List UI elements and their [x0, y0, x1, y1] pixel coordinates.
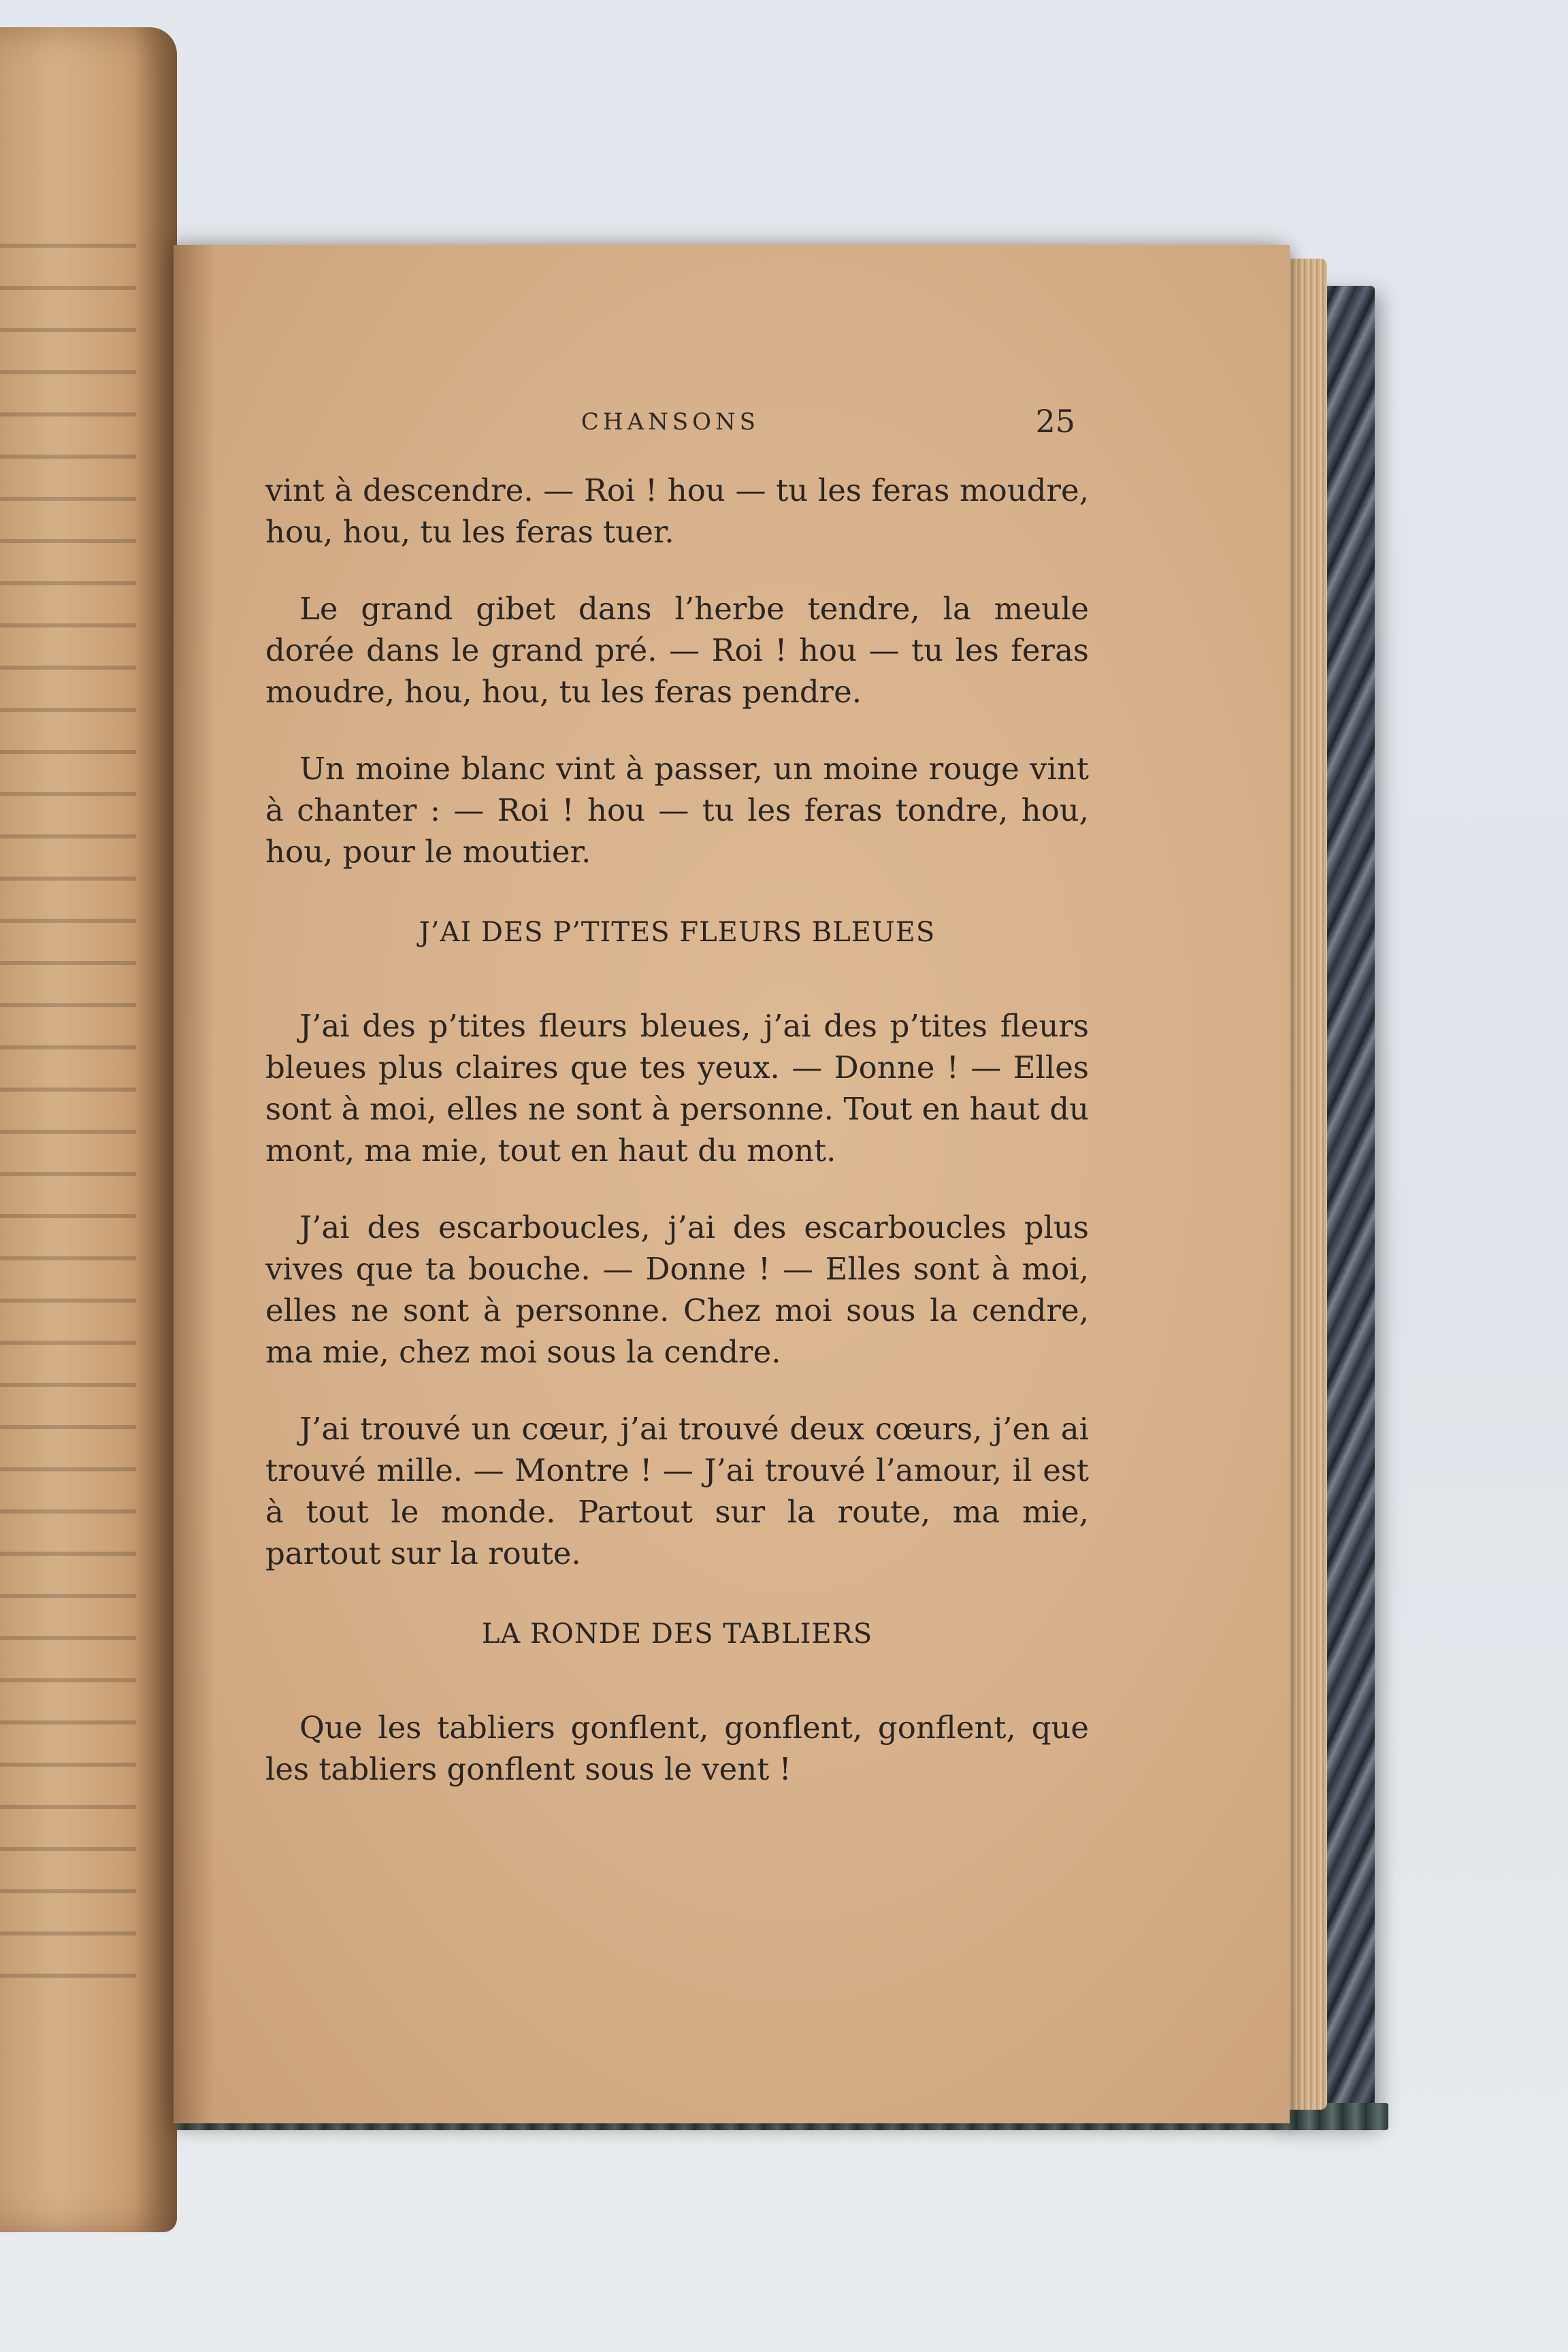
page-body: [265, 470, 1089, 1790]
section-heading: J’AI DES P’TITES FLEURS BLEUES: [419, 917, 936, 948]
running-head: [265, 403, 1075, 449]
page-gutter-shadow: [174, 245, 214, 2123]
paragraph: J’ai des escarboucles, j’ai des escarboucles plus vives que ta bouche. — Donne ! — Elles sont à moi, elles ne sont à personne. Chez moi sous la cendre, ma mie, chez moi sous la cendre.: [265, 1209, 1089, 1370]
paragraph: J’ai des p’tites fleurs bleues, j’ai des p’tites fleurs bleues plus claires que tes yeux. — Donne ! — Elles sont à moi, elles ne sont à personne. Tout en haut du mont, ma mie, tout en haut du mont.: [265, 1008, 1089, 1169]
paragraph: Un moine blanc vint à passer, un moine rouge vint à chanter : — Roi ! hou — tu les feras tondre, hou, hou, pour le moutier.: [265, 751, 1089, 870]
page-number: 25: [1035, 403, 1075, 440]
paragraph: Que les tabliers gonflent, gonflent, gonflent, que les tabliers gonflent sous le vent !: [265, 1710, 1089, 1787]
paragraph: Le grand gibet dans l’herbe tendre, la meule dorée dans le grand pré. — Roi ! hou — tu les feras moudre, hou, hou, tu les feras pendre.: [265, 591, 1089, 710]
paragraph: J’ai trouvé un cœur, j’ai trouvé deux cœurs, j’en ai trouvé mille. — Montre ! — J’ai trouvé l’amour, il est à tout le monde. Partout sur la route, ma mie, partout sur la route.: [265, 1411, 1089, 1571]
left-page-curved: [0, 27, 177, 2232]
running-title: CHANSONS: [581, 408, 760, 436]
left-page-text-blur: [0, 218, 136, 1987]
section-heading: LA RONDE DES TABLIERS: [481, 1618, 873, 1650]
paragraph-continued: vint à descendre. — Roi ! hou — tu les feras moudre, hou, hou, tu les feras tuer.: [265, 472, 1089, 550]
